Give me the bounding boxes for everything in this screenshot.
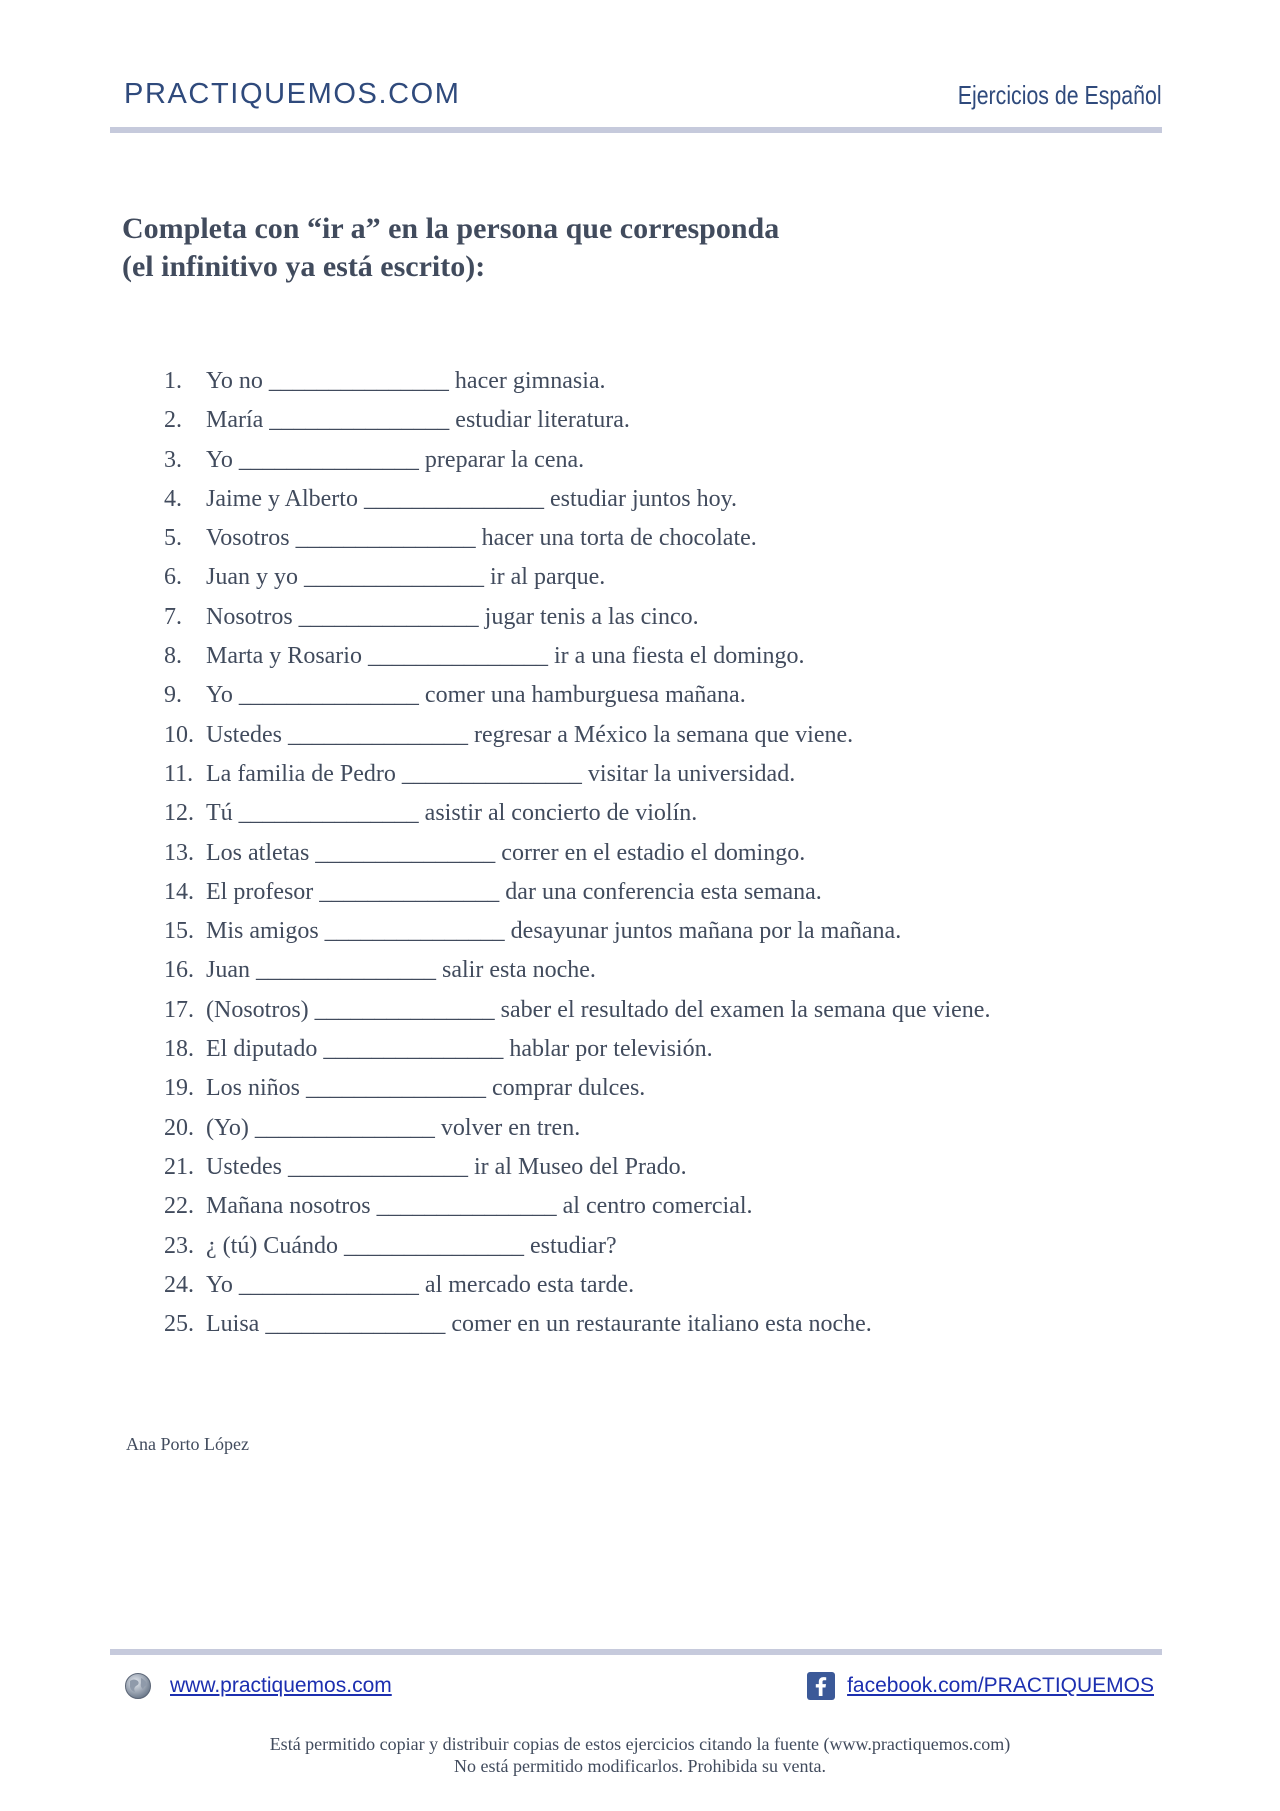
exercise-item — [164, 1069, 1164, 1108]
website-link-group[interactable] — [124, 1672, 392, 1700]
exercise-sentence: (Yo) _______________ volver en tren. — [206, 1114, 581, 1141]
exercise-item — [164, 1266, 1164, 1305]
legal-line-1: Está permitido copiar y distribuir copias de estos ejercicios citando la fuente (www.practiquemos.com) — [269, 1734, 1011, 1754]
exercise-sentence: Nosotros _______________ jugar tenis a las cinco. — [206, 603, 699, 630]
exercise-number: 20. — [164, 1114, 194, 1141]
exercise-item — [164, 676, 1164, 715]
exercise-sentence: Yo _______________ comer una hamburguesa mañana. — [206, 682, 746, 709]
exercise-item — [164, 362, 1164, 401]
exercise-sentence: Yo no _______________ hacer gimnasia. — [206, 368, 606, 394]
exercise-number: 16. — [164, 957, 194, 984]
exercise-item — [164, 716, 1164, 755]
exercise-number: 9. — [164, 682, 182, 709]
exercise-list — [164, 362, 1164, 1344]
exercise-sentence: Mis amigos _______________ desayunar juntos mañana por la mañana. — [206, 918, 902, 945]
instructions-line-1: Completa con “ir a” en la persona que corresponda — [122, 212, 780, 245]
exercise-number: 13. — [164, 839, 194, 866]
page-header — [110, 78, 1162, 118]
facebook-link-group[interactable] — [807, 1672, 1154, 1700]
exercise-sentence: Los niños _______________ comprar dulces. — [206, 1075, 646, 1102]
exercise-instructions — [122, 210, 1022, 286]
exercise-item — [164, 401, 1164, 440]
exercise-sentence: El diputado _______________ hablar por televisión. — [206, 1036, 713, 1063]
exercise-number: 12. — [164, 800, 194, 827]
exercise-sentence: El profesor _______________ dar una conferencia esta semana. — [206, 878, 822, 905]
exercise-number: 2. — [164, 407, 182, 434]
exercise-item — [164, 1109, 1164, 1148]
website-link[interactable]: www.practiquemos.com — [170, 1674, 392, 1697]
exercise-item — [164, 519, 1164, 558]
exercise-number: 24. — [164, 1271, 194, 1298]
exercise-sentence: (Nosotros) _______________ saber el resultado del examen la semana que viene. — [206, 996, 991, 1023]
exercise-number: 18. — [164, 1036, 194, 1063]
exercise-number: 1. — [164, 368, 182, 394]
facebook-link[interactable]: facebook.com/PRACTIQUEMOS — [847, 1674, 1154, 1697]
exercise-item — [164, 1030, 1164, 1069]
instructions-line-2: (el infinitivo ya está escrito): — [122, 250, 486, 283]
exercise-sentence: Los atletas _______________ correr en el estadio el domingo. — [206, 839, 806, 866]
exercise-sentence: Marta y Rosario _______________ ir a una fiesta el domingo. — [206, 643, 805, 670]
exercise-item — [164, 637, 1164, 676]
exercise-number: 14. — [164, 878, 194, 905]
exercise-sentence: Jaime y Alberto _______________ estudiar juntos hoy. — [206, 485, 738, 512]
header-divider — [110, 127, 1162, 133]
legal-line-2: No está permitido modificarlos. Prohibida su venta. — [454, 1756, 826, 1776]
exercise-number: 3. — [164, 446, 182, 473]
exercise-item — [164, 873, 1164, 912]
exercise-number: 8. — [164, 643, 182, 670]
exercise-item — [164, 480, 1164, 519]
exercise-sentence: ¿ (tú) Cuándo _______________ estudiar? — [206, 1232, 617, 1259]
author-name: Ana Porto López — [126, 1434, 249, 1454]
exercise-sentence: Ustedes _______________ regresar a México la semana que viene. — [206, 721, 854, 748]
exercise-sentence: Mañana nosotros _______________ al centro comercial. — [206, 1193, 753, 1220]
exercise-sentence: María _______________ estudiar literatura. — [206, 407, 630, 434]
exercise-number: 21. — [164, 1153, 194, 1180]
globe-icon — [124, 1672, 152, 1700]
exercise-number: 7. — [164, 603, 182, 630]
exercise-number: 19. — [164, 1075, 194, 1102]
footer-divider — [110, 1649, 1162, 1655]
exercise-number: 5. — [164, 525, 182, 552]
exercise-item — [164, 1148, 1164, 1187]
exercise-sentence: Luisa _______________ comer en un restaurante italiano esta noche. — [206, 1311, 872, 1338]
copyright-notice — [0, 1733, 1280, 1777]
exercise-item — [164, 598, 1164, 637]
exercise-sentence: Yo _______________ al mercado esta tarde. — [206, 1271, 635, 1298]
exercise-item — [164, 1227, 1164, 1266]
page-footer — [110, 1668, 1162, 1708]
exercise-sentence: La familia de Pedro _______________ visitar la universidad. — [206, 760, 796, 787]
exercise-sentence: Yo _______________ preparar la cena. — [206, 446, 585, 473]
exercise-number: 6. — [164, 564, 182, 591]
exercise-item — [164, 991, 1164, 1030]
exercise-sentence: Juan y yo _______________ ir al parque. — [206, 564, 606, 591]
header-subtitle: Ejercicios de Español — [958, 80, 1162, 110]
exercise-number: 22. — [164, 1193, 194, 1220]
exercise-item — [164, 1305, 1164, 1344]
exercise-item — [164, 1187, 1164, 1226]
facebook-icon — [807, 1672, 835, 1700]
exercise-sentence: Ustedes _______________ ir al Museo del Prado. — [206, 1153, 687, 1180]
exercise-number: 23. — [164, 1232, 194, 1259]
exercise-sentence: Vosotros _______________ hacer una torta de chocolate. — [206, 525, 757, 552]
exercise-item — [164, 558, 1164, 597]
exercise-number: 10. — [164, 721, 194, 748]
exercise-item — [164, 912, 1164, 951]
exercise-item — [164, 755, 1164, 794]
exercise-item — [164, 441, 1164, 480]
exercise-number: 17. — [164, 996, 194, 1023]
exercise-item — [164, 794, 1164, 833]
exercise-sentence: Juan _______________ salir esta noche. — [206, 957, 596, 984]
exercise-number: 25. — [164, 1311, 194, 1338]
exercise-number: 15. — [164, 918, 194, 945]
exercise-number: 4. — [164, 485, 182, 512]
exercise-number: 11. — [164, 760, 194, 787]
exercise-item — [164, 834, 1164, 873]
exercise-sentence: Tú _______________ asistir al concierto de violín. — [206, 800, 698, 827]
exercise-item — [164, 951, 1164, 990]
brand-logo: PRACTIQUEMOS.COM — [124, 78, 461, 110]
